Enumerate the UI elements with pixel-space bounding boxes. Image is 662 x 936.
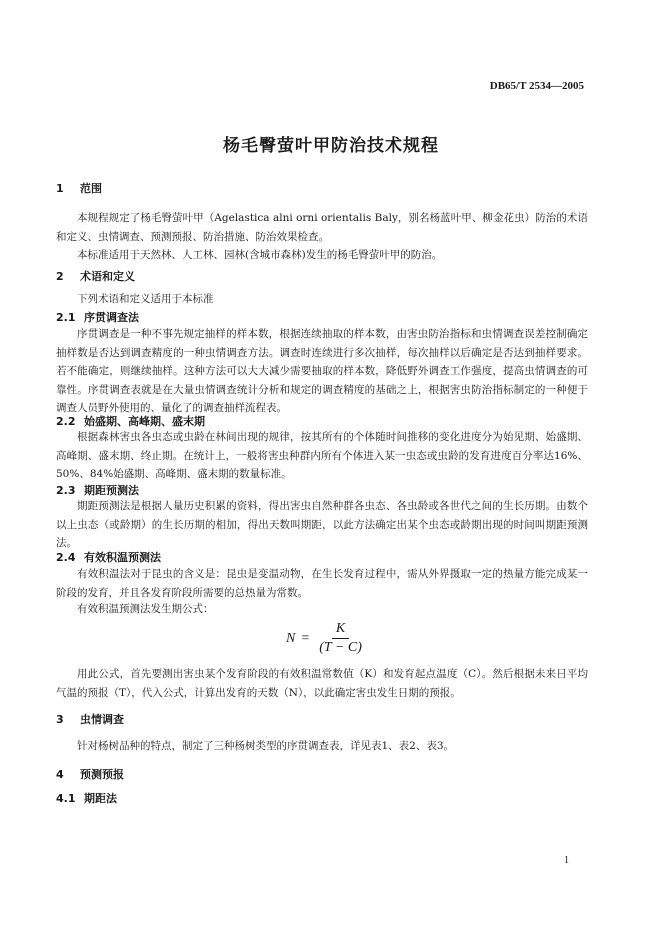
section-4-heading (56, 766, 124, 782)
subsection-2-4-heading (56, 549, 161, 565)
subsection-title: 期距法 (84, 792, 117, 805)
page-number: 1 (564, 855, 569, 866)
terms-intro: 下列术语和定义适用于本标准 (77, 293, 214, 305)
interval-forecast-paragraph: 期距预测法是根据人量历史积累的资料，得出害虫自然种群各虫态、各虫龄或各世代之间的生长历期。由数个以上虫态（或龄期）的生长历期的相加，得出天数叫期距，以此方法确定出某个虫态或龄期出现的时间叫期距预测法。 (56, 500, 588, 549)
subsection-4-1-heading (56, 790, 117, 806)
formula-lhs: N (286, 630, 296, 646)
subsection-2-1-heading (56, 309, 139, 325)
subsection-2-2-heading (56, 413, 205, 429)
section-number: 4 (56, 768, 64, 781)
subsection-number: 2.1 (56, 311, 76, 324)
section-3-heading (56, 711, 124, 727)
development-period-formula (286, 621, 366, 656)
standard-number: DB65/T 2534—2005 (489, 80, 584, 92)
formula-usage-paragraph: 用此公式，首先要测出害虫某个发育阶段的有效积温常数值（K）和发育起点温度（C）。然后根据未来日平均气温的预报（T），代入公式，计算出发育的天数（N），以此确定害虫发生日期的预报。 (56, 668, 588, 699)
sequential-survey-paragraph: 序贯调查是一种不事先规定抽样的样本数，根据连续抽取的样本数，由害虫防治指标和虫情调查误差控制确定抽样数是否达到调查精度的一种虫情调查方法。调查时连续进行多次抽样，每次抽样以后确定是否达到抽样要求。若不能确定，则继续抽样。这种方法可以大大减少需要抽取的样本数，降低野外调查工作强度，提高虫情调查的可靠性。序贯调查表就是在大量虫情调查统计分析和规定的调查精度的基础之上，根据害虫防治指标制定的一种便于调查人员野外使用的、量化了的调查抽样流程表。 (56, 328, 588, 414)
subsection-title: 序贯调查法 (84, 311, 139, 324)
formula-fraction (315, 621, 366, 656)
section-2-heading (56, 268, 135, 284)
pest-survey-paragraph: 针对杨树品种的特点，制定了三种杨树类型的序贯调查表，详见表1、表2、表3。 (77, 740, 455, 752)
formula-denominator: (T − C) (319, 640, 362, 655)
accumulated-temperature-paragraph: 有效积温法对于昆虫的含义是：昆虫是变温动物，在生长发育过程中，需从外界摄取一定的热量方能完成某一阶段的发育，并且各发育阶段所需要的总热量为常数。 (56, 568, 588, 599)
section-title: 范围 (80, 182, 102, 195)
section-number: 1 (56, 182, 64, 195)
subsection-title: 有效积温预测法 (84, 551, 161, 564)
subsection-number: 4.1 (56, 792, 76, 805)
subsection-2-3-heading (56, 482, 139, 498)
subsection-number: 2.3 (56, 484, 76, 497)
formula-intro: 有效积温预测法发生期公式： (77, 603, 214, 615)
subsection-number: 2.4 (56, 551, 76, 564)
section-number: 3 (56, 713, 64, 726)
formula-equals: = (301, 630, 310, 646)
subsection-title: 始盛期、高峰期、盛末期 (84, 415, 205, 428)
subsection-number: 2.2 (56, 415, 76, 428)
section-title: 虫情调查 (80, 713, 124, 726)
section-title: 预测预报 (80, 768, 124, 781)
formula-numerator: K (332, 621, 349, 639)
section-1-heading (56, 180, 102, 196)
scope-paragraph-1: 本规程规定了杨毛臀萤叶甲（Agelastica alni orni orientalis Baly，别名杨蓝叶甲、柳金花虫）防治的术语和定义、虫情调查、预测预报、防治措施、防治效果检查。 (56, 212, 588, 243)
period-definition-paragraph: 根据森林害虫各虫态或虫龄在林间出现的规律，按其所有的个体随时间推移的变化进度分为始见期、始盛期、高峰期、盛末期、终止期。在统计上，一般将害虫种群内所有个体进入某一虫态或虫龄的发育进度百分率达16%、50%、84%始盛期、高峰期、盛末期的数量标准。 (56, 431, 588, 480)
section-number: 2 (56, 270, 64, 283)
subsection-title: 期距预测法 (84, 484, 139, 497)
section-title: 术语和定义 (80, 270, 135, 283)
document-title: 杨毛臀萤叶甲防治技术规程 (223, 136, 439, 156)
scope-paragraph-2: 本标准适用于天然林、人工林、园林(含城市森林)发生的杨毛臀萤叶甲的防治。 (77, 249, 443, 261)
